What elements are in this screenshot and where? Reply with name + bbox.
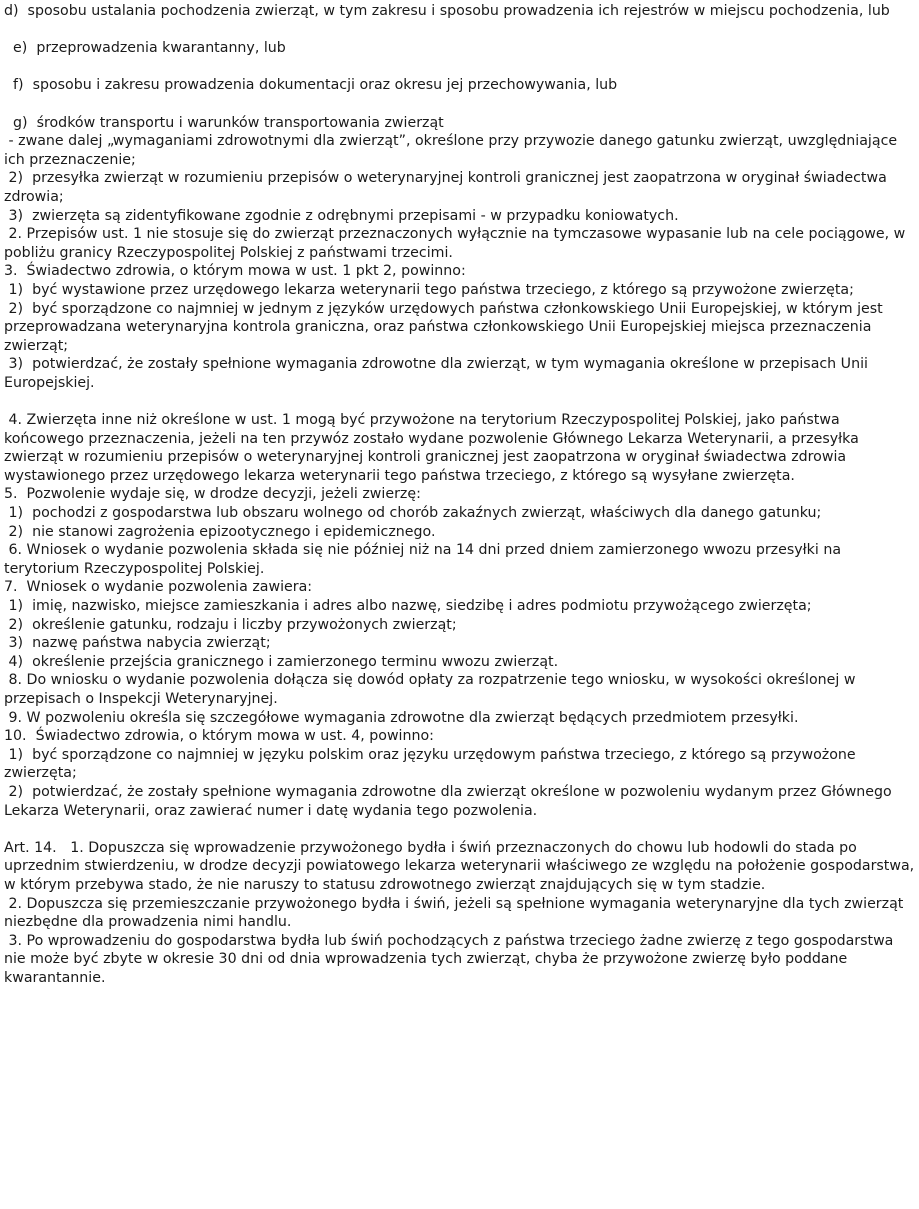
document-line: 6. Wniosek o wydanie pozwolenia składa się nie później niż na 14 dni przed dniem zamierzonego wwozu przesyłki na terytorium Rzeczypospolitej Polskiej. bbox=[4, 542, 846, 577]
document-line: 8. Do wniosku o wydanie pozwolenia dołącza się dowód opłaty za rozpatrzenie tego wniosku, w wysokości określonej w przepisach o Inspekcji Weterynaryjnej. bbox=[4, 672, 860, 707]
paragraph-gap bbox=[4, 58, 916, 77]
document-line: 3) zwierzęta są zidentyfikowane zgodnie z odrębnymi przepisami - w przypadku koniowatych. bbox=[4, 207, 679, 224]
document-line: 2) nie stanowi zagrożenia epizootycznego i epidemicznego. bbox=[4, 523, 436, 540]
document-line: 2) określenie gatunku, rodzaju i liczby przywożonych zwierząt; bbox=[4, 616, 457, 633]
document-line: 9. W pozwoleniu określa się szczegółowe wymagania zdrowotne dla zwierząt będących przedmiotem przesyłki. bbox=[4, 709, 799, 726]
document-line: 4. Zwierzęta inne niż określone w ust. 1 mogą być przywożone na terytorium Rzeczypospolitej Polskiej, jako państwa końcowego przeznaczenia, jeżeli na ten przywóz zostało wydane pozwolenie Głównego Lekarza Weterynarii, a przesyłka zwierząt w rozumieniu przepisów o weterynaryjnej kontroli granicznej jest zaopatrzona w oryginał świadectwa zdrowia wystawionego przez urzędowego lekarza weterynarii tego państwa trzeciego, z którego są wysyłane zwierzęta. bbox=[4, 412, 864, 484]
document-line: e) przeprowadzenia kwarantanny, lub bbox=[4, 40, 286, 57]
document-line: Art. 14. 1. Dopuszcza się wprowadzenie przywożonego bydła i świń przeznaczonych do chowu lub hodowli do stada po uprzednim stwierdzeniu, w drodze decyzji powiatowego lekarza weterynarii właściwego ze względu na położenie gospodarstwa, w którym przebywa stado, że nie naruszy to statusu zdrowotnego zwierząt znajdujących się w tym stadzie. bbox=[4, 839, 919, 893]
paragraph-gap bbox=[4, 95, 916, 114]
document-line: 5. Pozwolenie wydaje się, w drodze decyzji, jeżeli zwierzę: bbox=[4, 486, 421, 503]
document-line: - zwane dalej „wymaganiami zdrowotnymi dla zwierząt”, określone przy przywozie danego gatunku zwierząt, uwzględniające ich przeznaczenie; bbox=[4, 133, 902, 168]
document-line: 1) być sporządzone co najmniej w języku polskim oraz języku urzędowym państwa trzeciego, z którego są przywożone zwierzęta; bbox=[4, 746, 861, 782]
document-line: 7. Wniosek o wydanie pozwolenia zawiera: bbox=[4, 579, 313, 596]
legal-document-text bbox=[4, 2, 919, 987]
document-line: d) sposobu ustalania pochodzenia zwierząt, w tym zakresu i sposobu prowadzenia ich rejestrów w miejscu pochodzenia, lub bbox=[4, 3, 890, 19]
document-line: 3) potwierdzać, że zostały spełnione wymagania zdrowotne dla zwierząt, w tym wymagania określone w przepisach Unii Europejskiej. bbox=[4, 356, 873, 391]
document-line: 2. Dopuszcza się przemieszczanie przywożonego bydła i świń, jeżeli są spełnione wymagania weterynaryjne dla tych zwierząt niezbędne dla prowadzenia nimi handlu. bbox=[4, 895, 908, 931]
document-line: 10. Świadectwo zdrowia, o którym mowa w ust. 4, powinno: bbox=[4, 728, 434, 745]
document-line: 3) nazwę państwa nabycia zwierząt; bbox=[4, 635, 271, 652]
paragraph-gap bbox=[4, 820, 916, 839]
paragraph-gap bbox=[4, 392, 916, 411]
document-line: 3. Świadectwo zdrowia, o którym mowa w ust. 1 pkt 2, powinno: bbox=[4, 263, 466, 280]
document-line: 2. Przepisów ust. 1 nie stosuje się do zwierząt przeznaczonych wyłącznie na tymczasowe wypasanie lub na cele pociągowe, w pobliżu granicy Rzeczypospolitej Polskiej z państwami trzecimi. bbox=[4, 226, 910, 261]
document-line: 2) być sporządzone co najmniej w jednym z języków urzędowych państwa członkowskiego Unii Europejskiej, w którym jest przeprowadzana weterynaryjna kontrola graniczna, oraz państwa członkowskiego Unii Europejskiej miejsca przeznaczenia zwierząt; bbox=[4, 300, 888, 354]
document-line: f) sposobu i zakresu prowadzenia dokumentacji oraz okresu jej przechowywania, lub bbox=[4, 77, 618, 94]
document-line: 2) przesyłka zwierząt w rozumieniu przepisów o weterynaryjnej kontroli granicznej jest zaopatrzona w oryginał świadectwa zdrowia; bbox=[4, 170, 892, 205]
document-line: 1) być wystawione przez urzędowego lekarza weterynarii tego państwa trzeciego, z którego są przywożone zwierzęta; bbox=[4, 281, 854, 298]
document-line: 1) pochodzi z gospodarstwa lub obszaru wolnego od chorób zakaźnych zwierząt, właściwych dla danego gatunku; bbox=[4, 505, 822, 522]
document-line: g) środków transportu i warunków transportowania zwierząt bbox=[4, 114, 444, 131]
paragraph-gap bbox=[4, 21, 916, 40]
document-line: 2) potwierdzać, że zostały spełnione wymagania zdrowotne dla zwierząt określone w pozwoleniu wydanym przez Głównego Lekarza Weterynarii, oraz zawierać numer i datę wydania tego pozwolenia. bbox=[4, 783, 897, 819]
document-line: 4) określenie przejścia granicznego i zamierzonego terminu wwozu zwierząt. bbox=[4, 653, 559, 670]
document-line: 3. Po wprowadzeniu do gospodarstwa bydła lub świń pochodzących z państwa trzeciego żadne zwierzę z tego gospodarstwa nie może być zbyte w okresie 30 dni od dnia wprowadzenia tych zwierząt, chyba że przywożone zwierzę było poddane kwarantannie. bbox=[4, 932, 898, 986]
document-line: 1) imię, nazwisko, miejsce zamieszkania i adres albo nazwę, siedzibę i adres podmiotu przywożącego zwierzęta; bbox=[4, 598, 812, 614]
